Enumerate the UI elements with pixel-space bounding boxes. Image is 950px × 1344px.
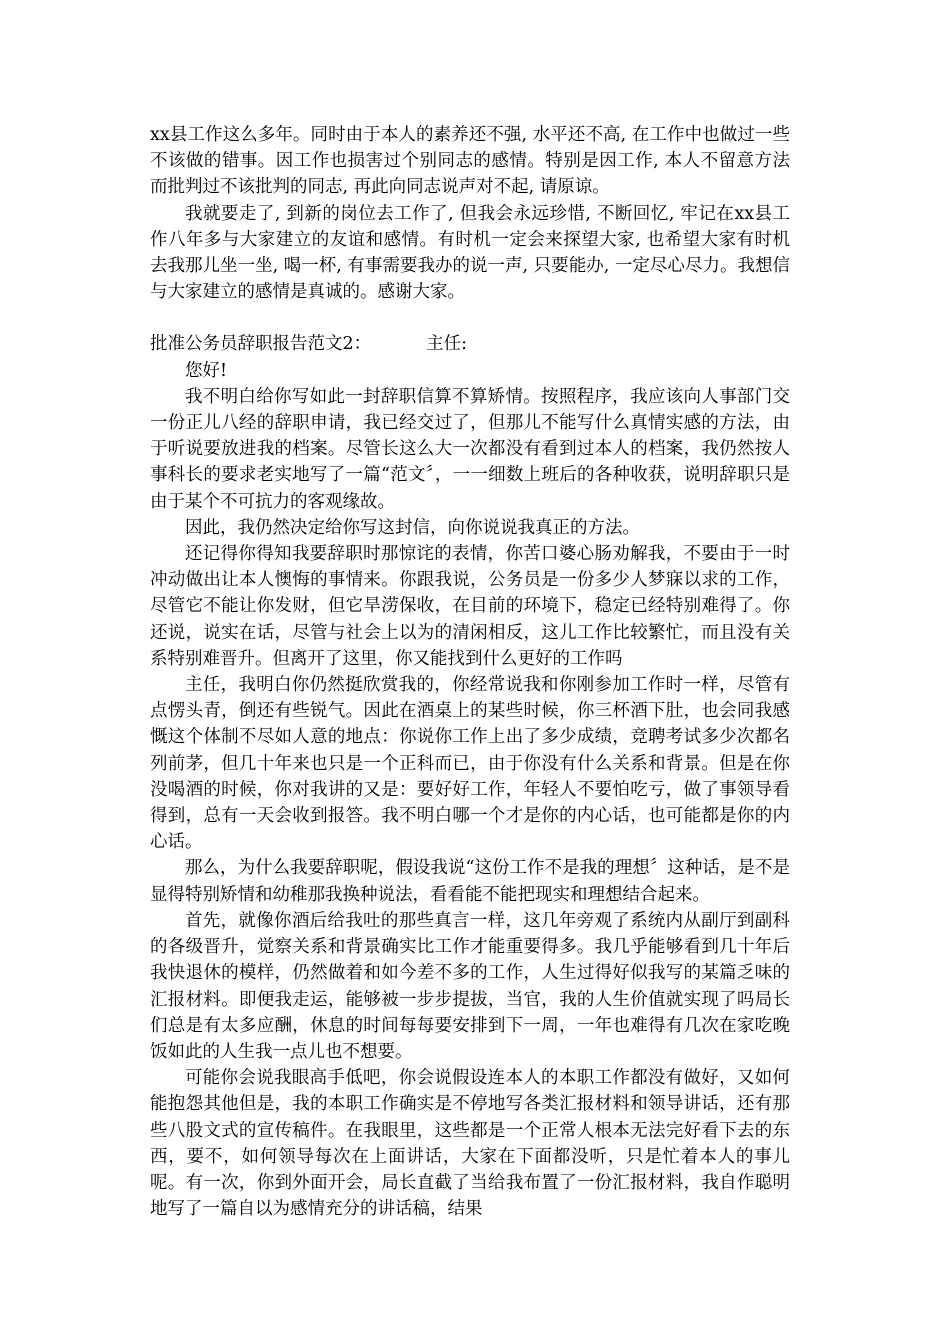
paragraph-spacer <box>150 305 790 331</box>
letter-salutation: 主任: <box>426 334 468 355</box>
paragraph: 主任，我明白你仍然挺欣赏我的，你经常说我和你刚参加工作时一样，尽管有点愣头青，倒还有些锐气。因此在酒桌上的某些时候，你三杯酒下肚，也会同我感慨这个体制不尽如人意的地点：你说你工作上出了多少成绩，竞聘考试多少次都名列前茅，但几十年来也只是一个正科而已，由于你没有什么关系和背景。但是在你没喝酒的时候，你对我讲的又是：要好好工作，年轻人不要怕吃亏，做了事领导看得到，总有一天会收到报答。我不明白哪一个才是你的内心话，也可能都是你的内心话。 <box>150 675 790 853</box>
paragraph: 首先，就像你酒后给我吐的那些真言一样，这几年旁观了系统内从副厅到副科的各级晋升，觉察关系和背景确实比工作才能重要得多。我几乎能够看到几十年后我快退休的模样，仍然做着和如今差不多的工作，人生过得好似我写的某篇乏味的汇报材料。即便我走运，能够被一步步提拔，当官，我的人生价值就实现了吗局长们总是有太多应酬，休息的时间每每要安排到下一周，一年也难得有几次在家吃晚饭如此的人生我一点儿也不想要。 <box>150 910 790 1062</box>
letter-greeting: 您好! <box>185 360 228 381</box>
section-heading <box>150 331 790 357</box>
paragraph: 那么，为什么我要辞职呢，假设我说“这份工作不是我的理想〞这种话，是不是显得特别矫情和幼稚那我换种说法，看看能不能把现实和理想结合起来。 <box>150 858 790 905</box>
document-body <box>150 122 790 1222</box>
paragraph: 我不明白给你写如此一封辞职信算不算矫情。按照程序，我应该向人事部门交一份正儿八经的辞职申请，我已经交过了，但那儿不能写什么真情实感的方法，由于听说要放进我的档案。尽管长这么大一次都没有看到过本人的档案，我仍然按人事科长的要求老实地写了一篇“范文〞，一一细数上班后的各种收获，说明辞职只是由于某个不可抗力的客观缘故。 <box>150 386 790 512</box>
paragraph: 可能你会说我眼高手低吧，你会说假设连本人的本职工作都没有做好，又如何能抱怨其他但是，我的本职工作确实是不停地写各类汇报材料和领导讲话，还有那些八股文式的宣传稿件。在我眼里，这些都是一个正常人根本无法完好看下去的东西，要不，如何领导每次在上面讲话，大家在下面都没听，只是忙着本人的事儿呢。有一次，你到外面开会，局长直截了当给我布置了一份汇报材料，我自作聪明地写了一篇自以为感情充分的讲话稿，结果 <box>150 1068 790 1220</box>
paragraph: 我就要走了, 到新的岗位去工作了, 但我会永远珍惜, 不断回忆, 牢记在xx县工作八年多与大家建立的友谊和感情。有时机一定会来探望大家, 也希望大家有时机去我那儿坐一坐, 喝一杯, 有事需要我办的说一声, 只要能办, 一定尽心尽力。我想信与大家建立的感情是真诚的。感谢大家。 <box>150 203 790 303</box>
paragraph: xx县工作这么多年。同时由于本人的素养还不强, 水平还不高, 在工作中也做过一些不该做的错事。因工作也损害过个别同志的感情。特别是因工作, 本人不留意方法而批判过不该批判的同志, 再此向同志说声对不起, 请原谅。 <box>150 125 790 198</box>
paragraph: 因此，我仍然决定给你写这封信，向你说说我真正的方法。 <box>185 517 640 538</box>
paragraph: 还记得你得知我要辞职时那惊诧的表情，你苦口婆心肠劝解我，不要由于一时冲动做出让本人懊悔的事情来。你跟我说，公务员是一份多少人梦寐以求的工作，尽管它不能让你发财，但它旱涝保收，在目前的环境下，稳定已经特别难得了。你还说，说实在话，尽管与社会上以为的清闲相反，这儿工作比较繁忙，而且没有关系特别难晋升。但离开了这里，你又能找到什么更好的工作吗 <box>150 544 790 669</box>
section-title: 批准公务员辞职报告范文2： <box>150 334 372 355</box>
